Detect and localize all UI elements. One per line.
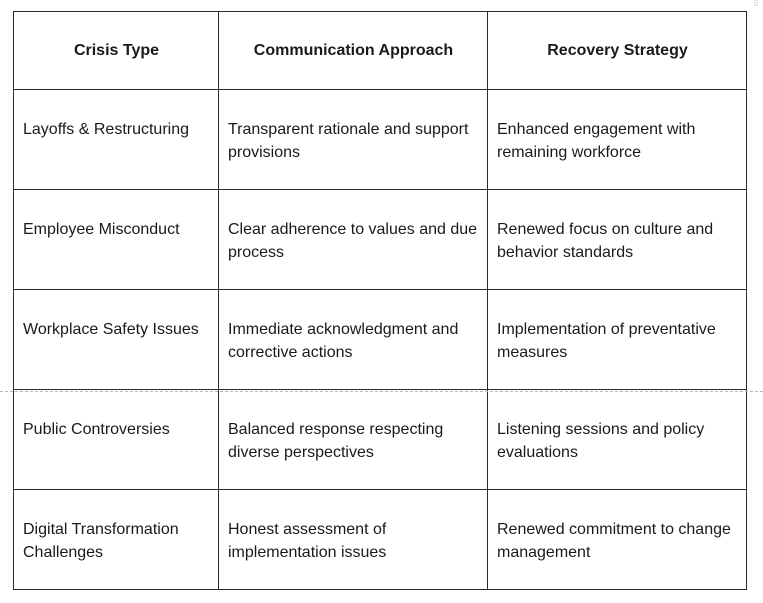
cell-communication-approach: Clear adherence to values and due process [219, 190, 488, 290]
cell-recovery-strategy: Renewed focus on culture and behavior standards [488, 190, 747, 290]
cell-crisis-type: Workplace Safety Issues [14, 290, 219, 390]
cell-communication-approach: Balanced response respecting diverse perspectives [219, 390, 488, 490]
corner-handle-icon: ⠿ [753, 0, 760, 8]
table-row [14, 190, 747, 290]
crisis-table [13, 11, 747, 590]
table-row [14, 290, 747, 390]
cell-crisis-type: Layoffs & Restructuring [14, 90, 219, 190]
cell-recovery-strategy: Implementation of preventative measures [488, 290, 747, 390]
cell-crisis-type: Employee Misconduct [14, 190, 219, 290]
table-header-row [14, 12, 747, 90]
cell-communication-approach: Transparent rationale and support provisions [219, 90, 488, 190]
cell-communication-approach: Honest assessment of implementation issues [219, 490, 488, 590]
cell-recovery-strategy: Renewed commitment to change management [488, 490, 747, 590]
table-row [14, 90, 747, 190]
header-communication-approach: Communication Approach [219, 12, 488, 90]
cell-recovery-strategy: Listening sessions and policy evaluations [488, 390, 747, 490]
page-break-divider [0, 391, 763, 392]
table-row [14, 390, 747, 490]
cell-recovery-strategy: Enhanced engagement with remaining workforce [488, 90, 747, 190]
table-row [14, 490, 747, 590]
cell-crisis-type: Public Controversies [14, 390, 219, 490]
cell-crisis-type: Digital Transformation Challenges [14, 490, 219, 590]
header-crisis-type: Crisis Type [14, 12, 219, 90]
header-recovery-strategy: Recovery Strategy [488, 12, 747, 90]
cell-communication-approach: Immediate acknowledgment and corrective actions [219, 290, 488, 390]
